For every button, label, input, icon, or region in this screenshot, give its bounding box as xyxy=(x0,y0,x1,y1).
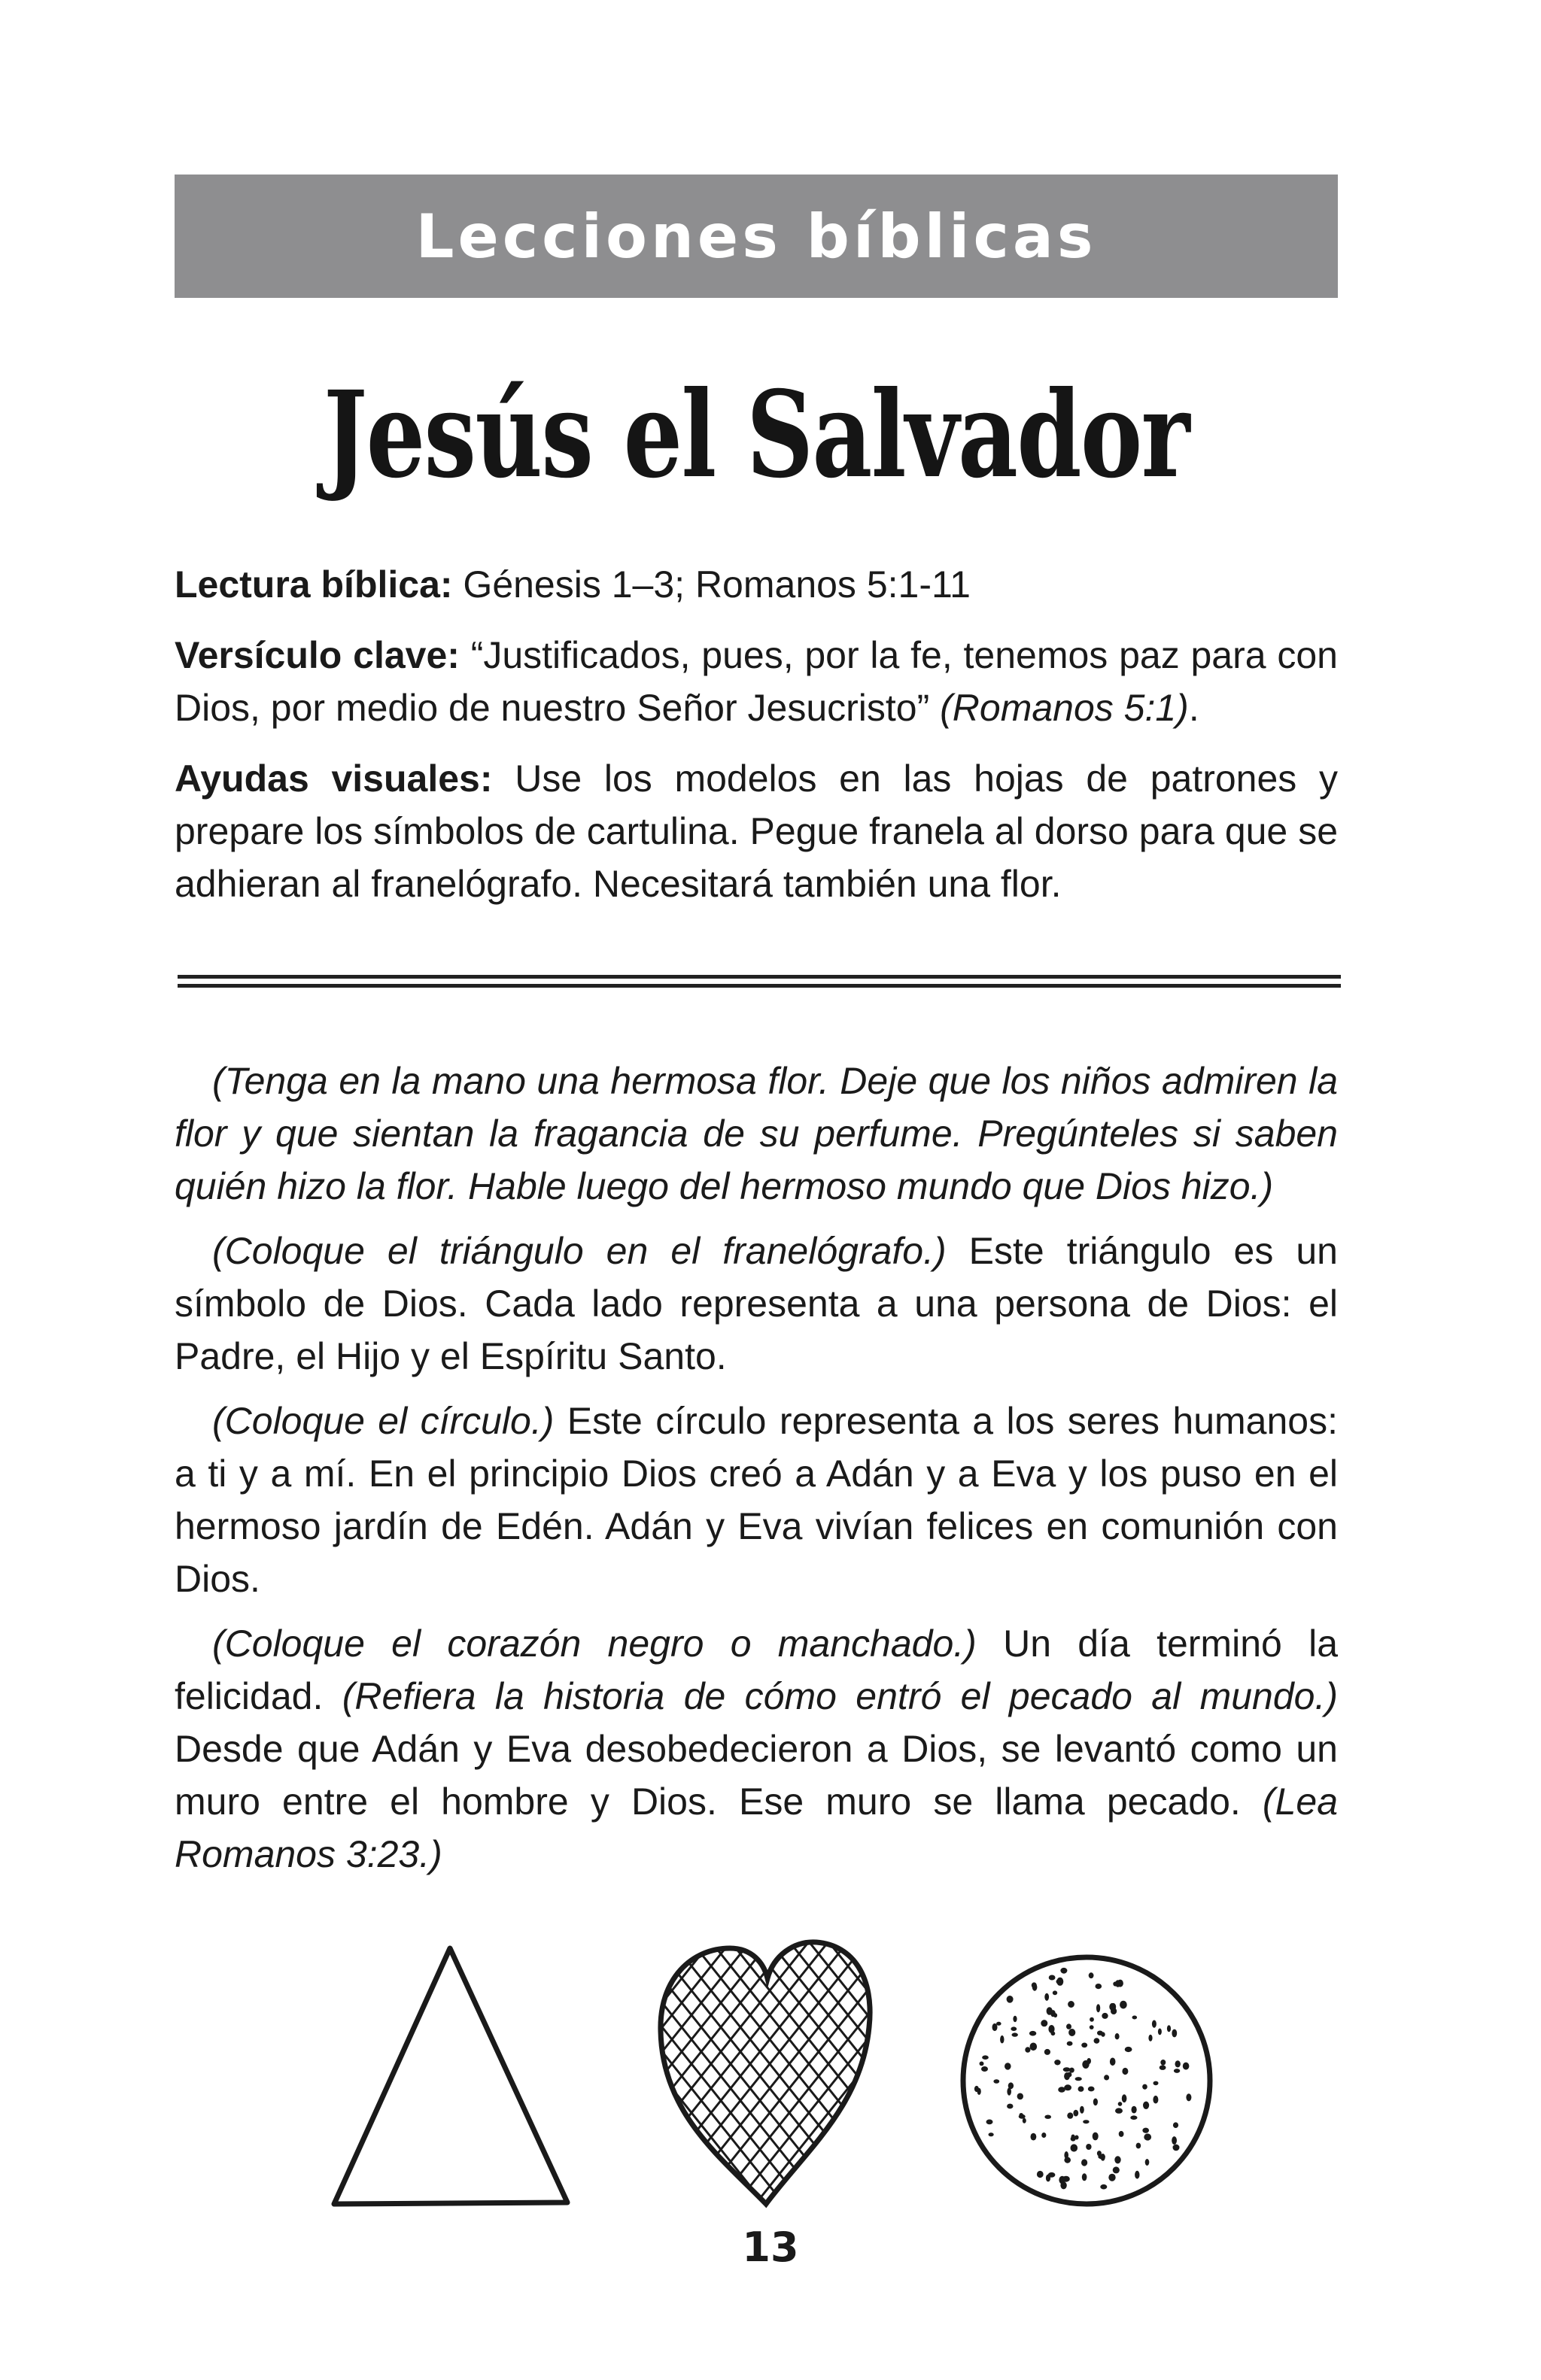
section-banner xyxy=(175,175,1338,298)
paragraph-2 xyxy=(175,1225,1338,1383)
heart-text-1: Un día terminó la felicidad. xyxy=(175,1623,1338,1717)
verse-label: Versículo clave: xyxy=(175,634,460,676)
lesson-body xyxy=(175,1055,1338,1893)
lesson-meta xyxy=(175,558,1338,928)
verse-end: . xyxy=(1188,687,1199,729)
instruction-read: (Lea Romanos 3:23.) xyxy=(175,1780,1338,1875)
visuals-text: Use los modelos en las hojas de patrones y prepare los símbolos de cartulina. Pegue franela al dorso para que se adhieran al franelógrafo. Necesitará también una flor. xyxy=(175,757,1339,905)
paragraph-1 xyxy=(175,1055,1338,1213)
paragraph-4 xyxy=(175,1617,1338,1881)
instruction-triangle: (Coloque el triángulo en el franelógrafo.) xyxy=(212,1230,947,1272)
lesson-title: Jesús el Salvador xyxy=(323,366,1190,505)
visual-aids xyxy=(175,752,1338,910)
instruction-circle: (Coloque el círculo.) xyxy=(212,1400,555,1442)
symbol-illustrations xyxy=(0,1911,1541,2227)
heart-text-2: Desde que Adán y Eva desobedecieron a Dios, se levantó como un muro entre el hombre y Dios. Ese muro se llama pecado. xyxy=(175,1728,1338,1823)
page-number: 13 xyxy=(742,2224,799,2271)
key-verse xyxy=(175,629,1338,734)
paragraph-3 xyxy=(175,1395,1338,1605)
circle-icon xyxy=(963,1957,1210,2204)
verse-reference: (Romanos 5:1) xyxy=(940,687,1189,729)
divider-line-bottom xyxy=(178,984,1341,988)
triangle-icon xyxy=(334,1948,567,2204)
reading-label: Lectura bíblica: xyxy=(175,563,453,606)
instruction-flower: (Tenga en la mano una hermosa flor. Deje que los niños admiren la flor y que sientan la fragancia de su perfume. Pregúnteles si saben quién hizo la flor. Hable luego del hermoso mundo que Dios hizo.) xyxy=(175,1060,1338,1207)
instruction-story: (Refiera la historia de cómo entró el pecado al mundo.) xyxy=(342,1675,1339,1717)
circle-text: Este círculo representa a los seres humanos: a ti y a mí. En el principio Dios creó a Adán y a Eva y los puso en el hermoso jardín de Edén. Adán y Eva vivían felices en comunión con Dios. xyxy=(175,1400,1338,1600)
verse-text: “Justificados, pues, por la fe, tenemos paz para con Dios, por medio de nuestro Señor Jesucristo” xyxy=(175,634,1338,729)
instruction-heart: (Coloque el corazón negro o manchado.) xyxy=(212,1623,977,1665)
divider-line-top xyxy=(178,975,1341,979)
heart-icon xyxy=(346,1926,1174,2227)
reading-line xyxy=(175,558,1338,611)
reading-text: Génesis 1–3; Romanos 5:1-11 xyxy=(452,563,971,606)
triangle-text: Este triángulo es un símbolo de Dios. Cada lado representa a una persona de Dios: el Padre, el Hijo y el Espíritu Santo. xyxy=(175,1230,1338,1377)
visuals-label: Ayudas visuales: xyxy=(175,757,493,800)
section-title: Lecciones bíblicas xyxy=(415,201,1097,272)
